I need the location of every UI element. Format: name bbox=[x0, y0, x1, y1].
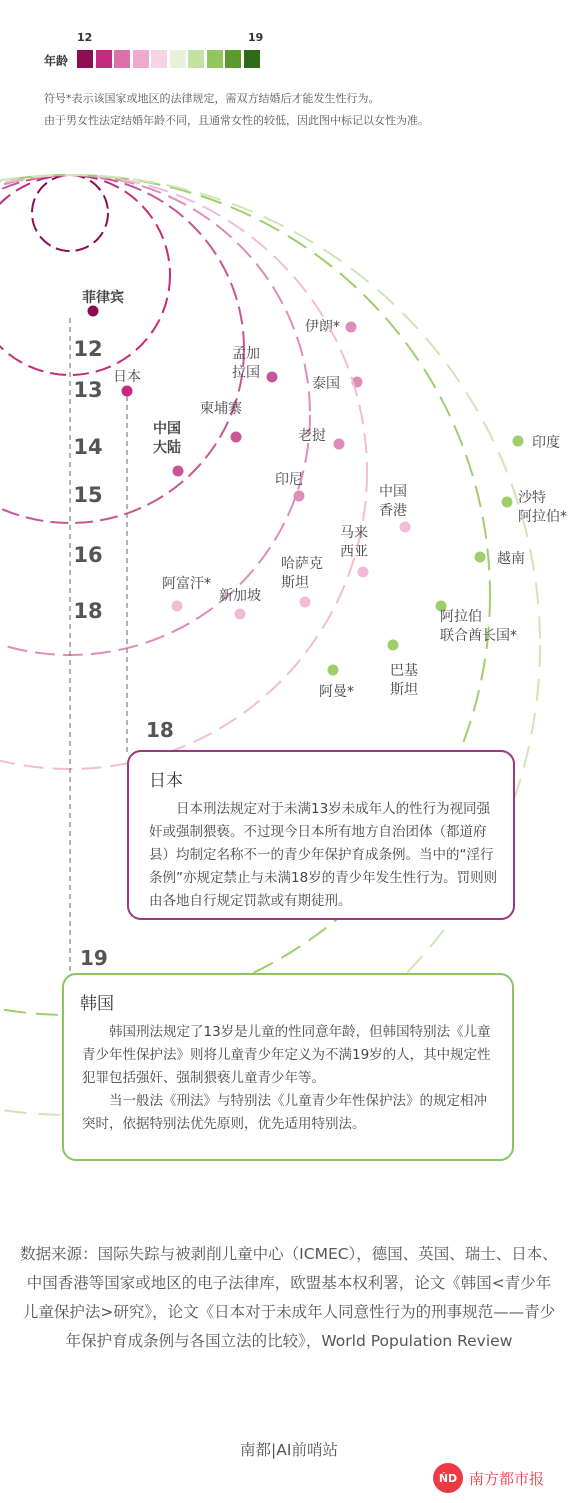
country-dot bbox=[388, 640, 399, 651]
country-label: 巴基斯坦 bbox=[390, 663, 418, 698]
age-ring-16 bbox=[0, 175, 367, 769]
country-label: 新加坡 bbox=[219, 588, 261, 604]
country-label: 柬埔寨 bbox=[200, 401, 242, 417]
country-dot bbox=[502, 497, 513, 508]
country-label: 马来西亚 bbox=[340, 525, 368, 560]
age-label-14: 14 bbox=[73, 435, 103, 459]
country-label: 越南 bbox=[497, 551, 525, 567]
country-label: 孟加拉国 bbox=[232, 346, 260, 381]
country-label: 中国大陆 bbox=[153, 421, 181, 456]
country-label: 中国香港 bbox=[379, 484, 407, 519]
korea-card bbox=[62, 973, 514, 1161]
japan-card bbox=[127, 750, 515, 920]
korea-card-title: 韩国 bbox=[80, 994, 114, 1014]
country-dot bbox=[513, 436, 524, 447]
legend-label: 年龄 bbox=[44, 54, 69, 68]
country-label: 阿富汗* bbox=[162, 576, 211, 592]
brand-logo-icon: ŃD bbox=[433, 1463, 463, 1493]
brand-name: 南方都市报 bbox=[469, 1469, 545, 1488]
country-dot bbox=[358, 567, 369, 578]
country-dot bbox=[475, 552, 486, 563]
country-dot bbox=[122, 386, 133, 397]
age-label-15: 15 bbox=[73, 483, 103, 507]
country-label: 哈萨克斯坦 bbox=[281, 556, 323, 591]
korea-card-text bbox=[82, 1021, 496, 1136]
age-label-13: 13 bbox=[73, 378, 103, 402]
japan-card-paragraph: 日本刑法规定对于未满13岁未成年人的性行为视同强奸或强制猥亵。不过现今日本所有地方自治团体（都道府县）均制定名称不一的青少年保护育成条例。当中的“淫行条例”亦规定禁止与未满18岁的青少年发生性行为。罚则则由各地自行规定罚款或有期徒刑。 bbox=[149, 801, 498, 909]
country-label: 阿曼* bbox=[319, 684, 354, 700]
age-label-12: 12 bbox=[73, 337, 103, 361]
country-dot bbox=[173, 466, 184, 477]
korea-card-paragraph-1: 韩国刑法规定了13岁是儿童的性同意年龄，但韩国特别法《儿童青少年性保护法》则将儿童青少年定义为不满19岁的人，其中规定性犯罪包括强奸、强制猥亵儿童青少年等。 bbox=[82, 1024, 491, 1086]
korea-card-paragraph-2: 当一般法《刑法》与特别法《儿童青少年性保护法》的规定相冲突时，依据特别法优先原则，优先适用特别法。 bbox=[82, 1093, 487, 1132]
note-asterisk: 符号*表示该国家或地区的法律规定，需双方结婚后才能发生性行为。 bbox=[44, 92, 380, 105]
country-dot bbox=[300, 597, 311, 608]
japan-card-title: 日本 bbox=[149, 771, 183, 791]
age-label-18: 18 bbox=[73, 599, 103, 623]
note-gender: 由于男女性法定结婚年龄不同，且通常女性的较低，因此图中标记以女性为准。 bbox=[44, 114, 429, 127]
japan-card-text bbox=[149, 798, 499, 913]
korea-age-tag: 19 bbox=[80, 946, 108, 970]
country-dot bbox=[328, 665, 339, 676]
country-dot bbox=[334, 439, 345, 450]
country-label: 日本 bbox=[113, 369, 141, 385]
country-label: 阿拉伯联合酋长国* bbox=[440, 609, 517, 644]
credit-text: 南都|AI前哨站 bbox=[240, 1441, 338, 1459]
country-dot bbox=[231, 432, 242, 443]
country-label: 泰国 bbox=[312, 376, 340, 392]
brand-mark bbox=[433, 1463, 544, 1493]
legend-min-label: 12 bbox=[77, 31, 93, 44]
country-dot bbox=[267, 372, 278, 383]
country-label: 印度 bbox=[532, 435, 560, 451]
age-ring-14 bbox=[0, 175, 244, 523]
country-label: 老挝 bbox=[298, 428, 326, 444]
country-dot bbox=[172, 601, 183, 612]
country-label: 伊朗* bbox=[305, 319, 340, 335]
country-dot bbox=[88, 306, 99, 317]
country-dot bbox=[346, 322, 357, 333]
country-label: 印尼 bbox=[275, 472, 303, 488]
country-dot bbox=[294, 491, 305, 502]
legend-max-label: 19 bbox=[248, 31, 264, 44]
country-label: 沙特阿拉伯* bbox=[518, 490, 567, 525]
age-label-16: 16 bbox=[73, 543, 103, 567]
data-source-text: 数据来源：国际失踪与被剥削儿童中心（ICMEC），德国、英国、瑞士、日本、中国香港等国家或地区的电子法律库，欧盟基本权利署，论文《韩国<青少年儿童保护法>研究》，论文《日本对于未成年人同意性行为的刑事规范——青少年保护育成条例与各国立法的比较》，World Population Review bbox=[20, 1245, 558, 1350]
age-ring-12 bbox=[32, 175, 108, 251]
japan-age-tag: 18 bbox=[146, 718, 174, 742]
country-dot bbox=[235, 609, 246, 620]
country-label: 菲律宾 bbox=[82, 290, 124, 306]
country-dot bbox=[400, 522, 411, 533]
